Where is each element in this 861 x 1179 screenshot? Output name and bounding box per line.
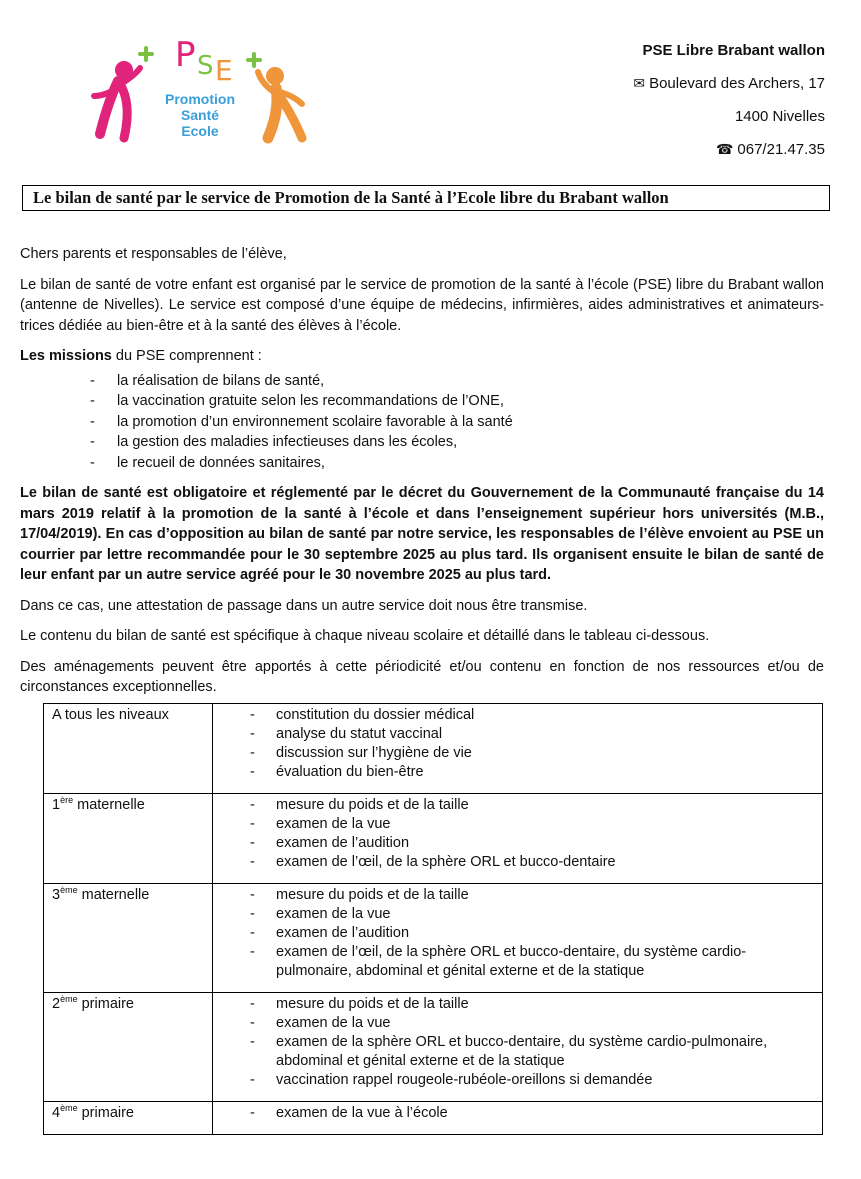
plus-icon: [140, 48, 152, 60]
mission-item: - la gestion des maladies infectieuses dans les écoles,: [20, 432, 824, 453]
logo-letter-e: E: [215, 54, 233, 87]
amenagements-paragraph: Des aménagements peuvent être apportés à cette périodicité et/ou contenu en fonction de nos ressources et/ou de circonstances exceptionnelles.: [20, 658, 824, 695]
levels-table: [43, 703, 823, 1135]
exam-cell: [213, 993, 823, 1102]
letter-body: [20, 244, 824, 708]
missions-intro: [20, 346, 824, 367]
missions-label: Les missions: [20, 348, 112, 364]
exam-item: - examen de l’œil, de la sphère ORL et bucco-dentaire, du système cardio-pulmonaire, abdominal et génital externe et de la statique: [213, 943, 822, 981]
intro-paragraph: Le bilan de santé de votre enfant est organisé par le service de promotion de la santé à l’école (PSE) libre du Brabant wallon (antenne de Nivelles). Le service est composé d’une équipe de médecins, infirmières, aides administratives et animateurs-trices dédiée au bien-être et à la santé des élèves à l’école.: [20, 276, 824, 334]
attestation-paragraph: Dans ce cas, une attestation de passage dans un autre service doit nous être transmise.: [20, 597, 588, 614]
phone-line: [633, 139, 825, 172]
exam-item: - évaluation du bien-être: [213, 763, 822, 782]
exam-cell: [213, 884, 823, 993]
table-row: [44, 704, 823, 794]
exam-item: - mesure du poids et de la taille: [213, 995, 822, 1014]
exam-item: - mesure du poids et de la taille: [213, 796, 822, 815]
city-line: 1400 Nivelles: [734, 108, 825, 125]
level-cell: A tous les niveaux: [44, 704, 213, 794]
logo-line-promotion: Promotion: [165, 91, 235, 107]
contact-block: [633, 40, 825, 172]
exam-item: - examen de l’audition: [213, 834, 822, 853]
missions-intro-rest: du PSE comprennent :: [111, 348, 262, 364]
logo-line-sante: Santé: [180, 107, 220, 123]
logo-letter-s: S: [197, 51, 214, 81]
address-line: [633, 73, 825, 106]
exam-item: - analyse du statut vaccinal: [213, 725, 822, 744]
exam-item: - examen de la vue: [213, 1014, 822, 1033]
phone-text: 067/21.47.35: [737, 141, 825, 158]
level-cell: 3ème maternelle: [44, 884, 213, 993]
pse-logo-graphic: [80, 34, 320, 146]
pse-logo: [80, 34, 320, 146]
phone-icon: ☎: [715, 142, 734, 158]
document-title: Le bilan de santé par le service de Promotion de la Santé à l’Ecole libre du Brabant wallon: [22, 185, 830, 211]
exam-item: - examen de la vue: [213, 905, 822, 924]
exam-item: - vaccination rappel rougeole-rubéole-oreillons si demandée: [213, 1071, 822, 1090]
mission-item: - le recueil de données sanitaires,: [20, 453, 824, 474]
address-text: Boulevard des Archers, 17: [649, 75, 825, 92]
missions-list: [20, 371, 824, 474]
table-row: [44, 794, 823, 884]
exam-cell: [213, 704, 823, 794]
exam-item: - examen de la sphère ORL et bucco-dentaire, du système cardio-pulmonaire, abdominal et génital externe et de la statique: [213, 1033, 822, 1071]
table-row: [44, 884, 823, 993]
mission-item: - la réalisation de bilans de santé,: [20, 371, 824, 392]
plus-icon: [248, 54, 260, 66]
exam-item: - mesure du poids et de la taille: [213, 886, 822, 905]
greeting: Chers parents et responsables de l’élève,: [20, 246, 287, 262]
organization-name: PSE Libre Brabant wallon: [642, 42, 825, 59]
mission-item: - la promotion d’un environnement scolaire favorable à la santé: [20, 412, 824, 433]
exam-item: - constitution du dossier médical: [213, 706, 822, 725]
contenu-paragraph: Le contenu du bilan de santé est spécifique à chaque niveau scolaire et détaillé dans le tableau ci-dessous.: [20, 628, 710, 644]
exam-item: - examen de la vue: [213, 815, 822, 834]
table-row: [44, 993, 823, 1102]
legal-paragraph: Le bilan de santé est obligatoire et réglementé par le décret du Gouvernement de la Communauté française du 14 mars 2019 relatif à la promotion de la santé à l’école et dans l’enseignement supérieur hors universités (M.B., 17/04/2019). En cas d’opposition au bilan de santé par notre service, les responsables de l’élève envoient au PSE un courrier par lettre recommandée pour le 30 septembre 2025 au plus tard. Ils organisent ensuite le bilan de santé de leur enfant par un autre service agréé pour le 30 novembre 2025 au plus tard.: [20, 485, 824, 583]
table-row: [44, 1102, 823, 1135]
exam-item: - discussion sur l’hygiène de vie: [213, 744, 822, 763]
logo-line-ecole: Ecole: [181, 123, 219, 139]
pink-figure-icon: [94, 61, 140, 138]
exam-item: - examen de la vue à l’école: [213, 1104, 822, 1123]
level-cell: 4ème primaire: [44, 1102, 213, 1135]
exam-item: - examen de l’audition: [213, 924, 822, 943]
exam-cell: [213, 1102, 823, 1135]
logo-letter-p: P: [175, 35, 196, 75]
envelope-icon: ✉: [633, 76, 646, 92]
exam-cell: [213, 794, 823, 884]
exam-item: - examen de l’œil, de la sphère ORL et bucco-dentaire: [213, 853, 822, 872]
level-cell: 2ème primaire: [44, 993, 213, 1102]
level-cell: 1ère maternelle: [44, 794, 213, 884]
mission-item: - la vaccination gratuite selon les recommandations de l’ONE,: [20, 391, 824, 412]
orange-figure-icon: [258, 67, 302, 138]
